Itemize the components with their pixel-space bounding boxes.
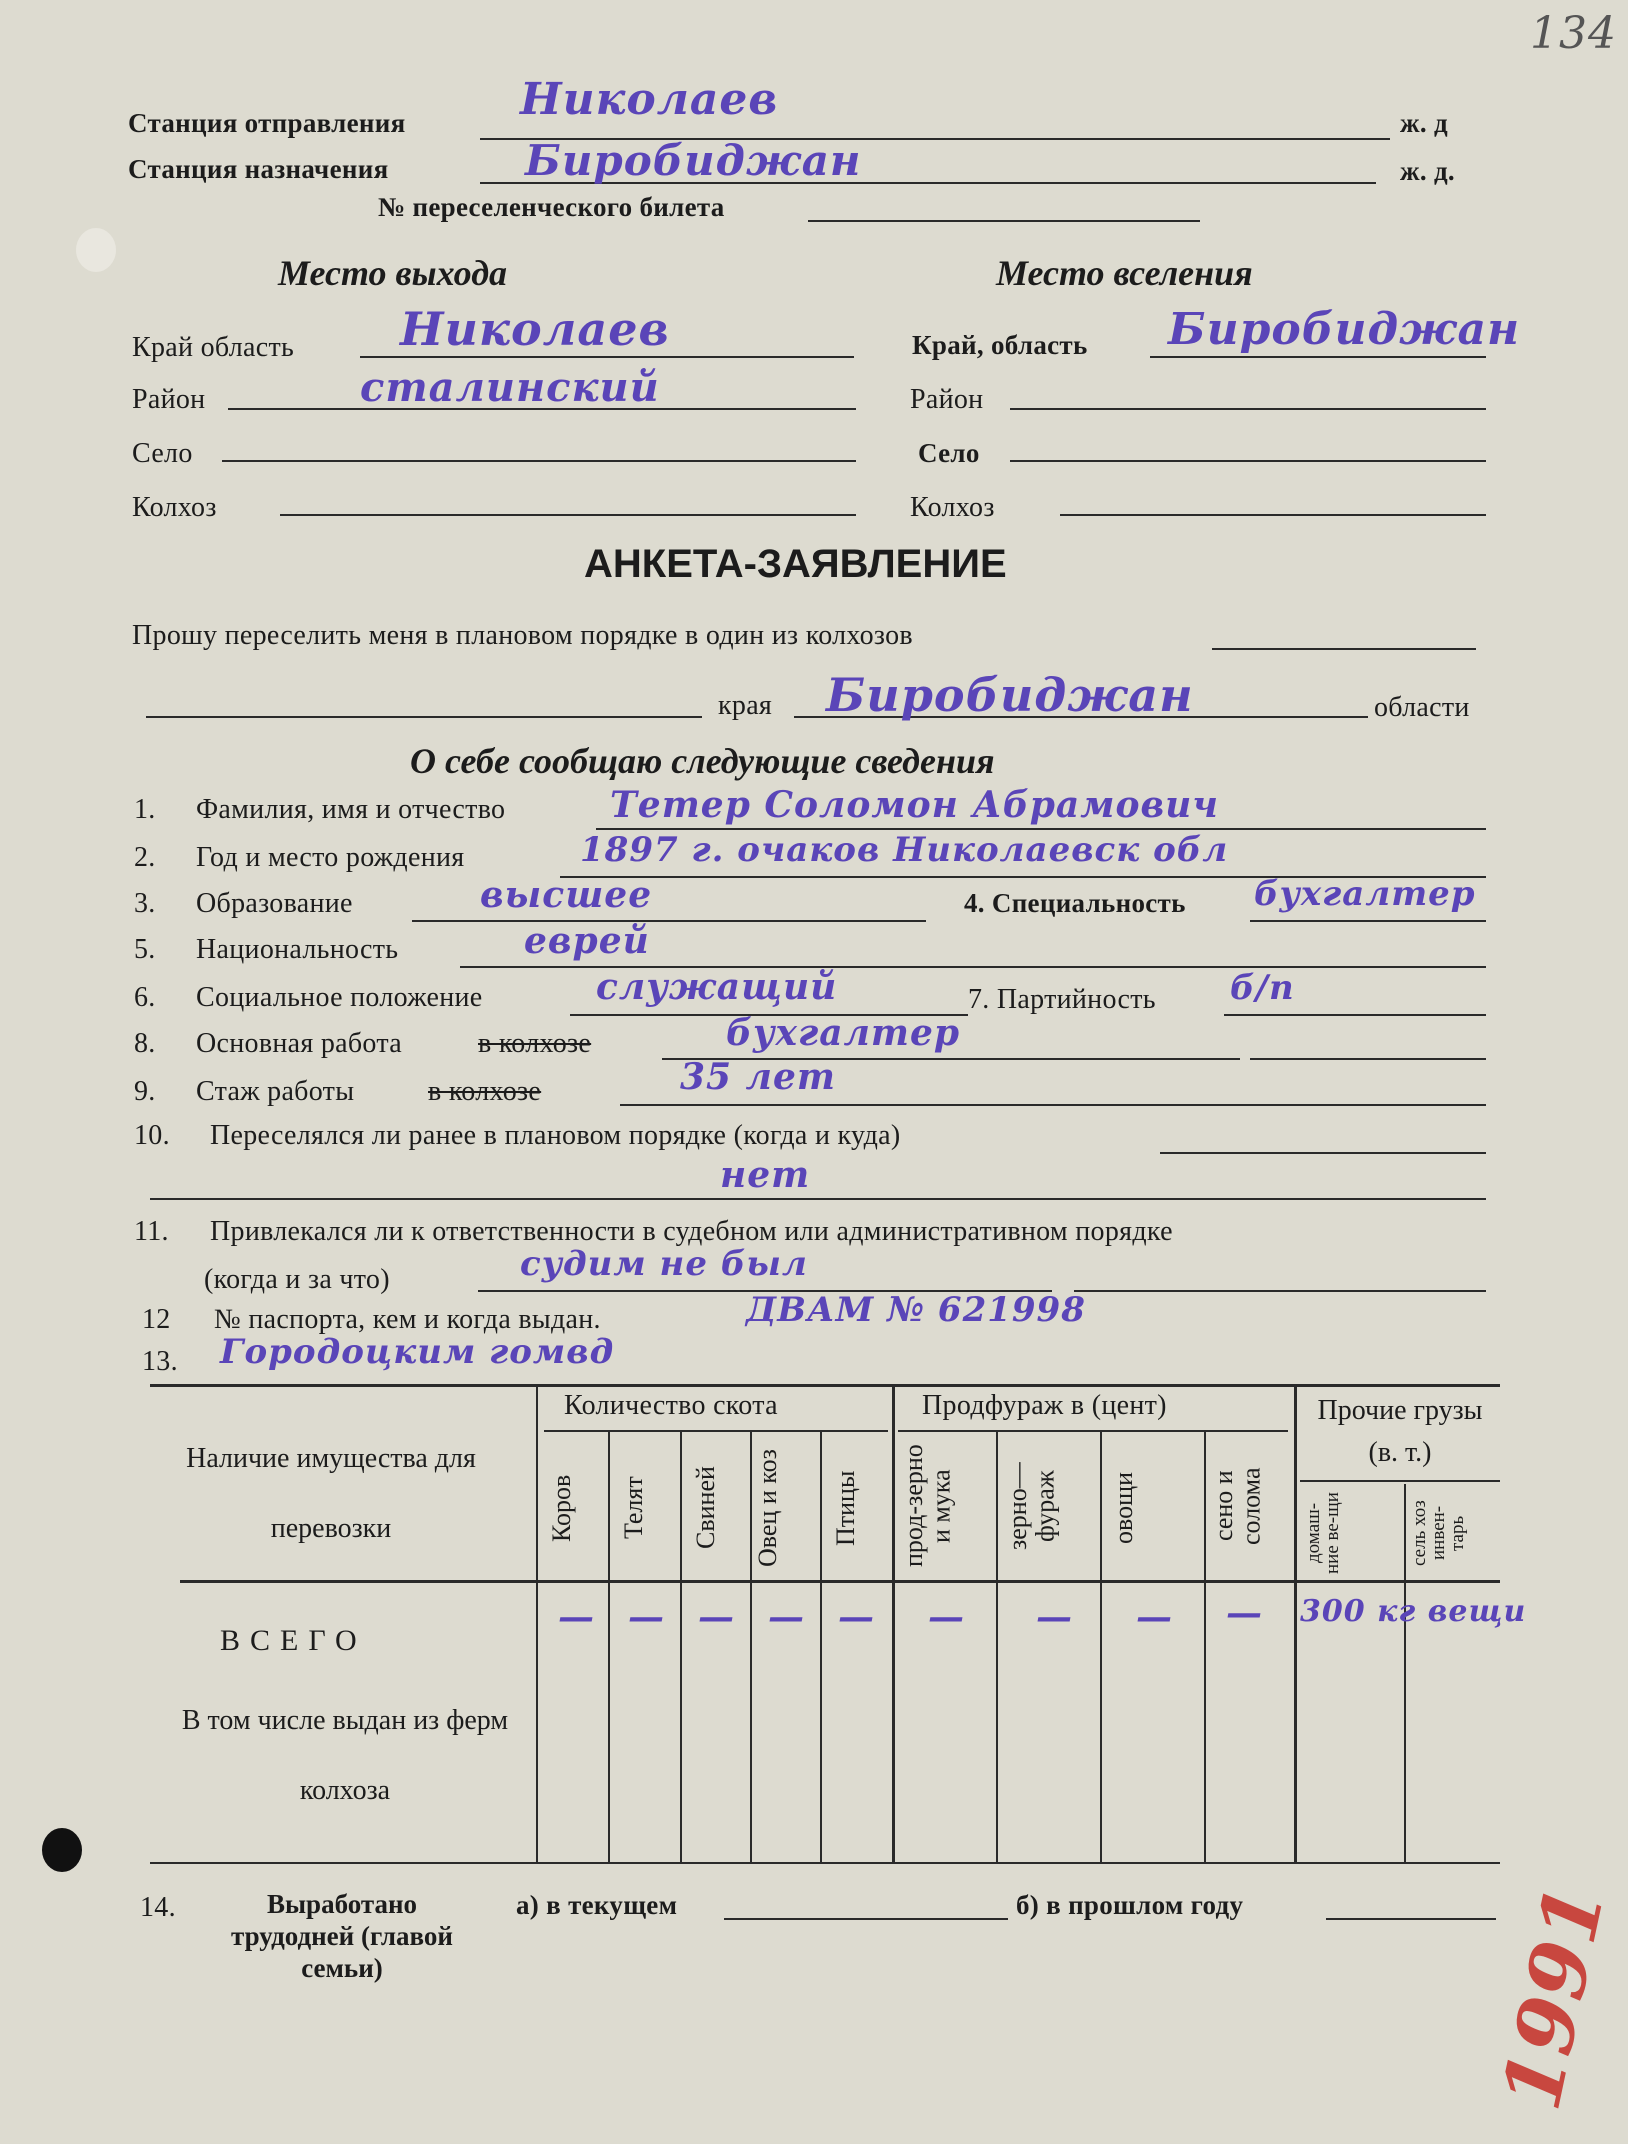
- col-divider: [996, 1430, 998, 1862]
- origin-village-line: [222, 460, 856, 462]
- destination-district-line: [1010, 408, 1486, 410]
- issued-label: В том числе выдан из ферм колхоза: [181, 1705, 509, 1806]
- nationality-value: еврей: [524, 920, 650, 962]
- destination-region-value: Биробиджан: [1168, 304, 1521, 355]
- pigs-dash: —: [698, 1596, 735, 1638]
- col-divider: [680, 1430, 682, 1862]
- punch-hole: [42, 1828, 82, 1872]
- destination-kolkhoz-label: Колхоз: [910, 492, 995, 523]
- col-home: домаш-ние ве-щи: [1303, 1492, 1343, 1574]
- specialty-value: бухгалтер: [1254, 874, 1476, 914]
- field-number: 8.: [134, 1028, 156, 1059]
- experience-line: [620, 1104, 1486, 1106]
- kraya-label: края: [718, 690, 773, 721]
- railway-abbr: ж. д.: [1400, 156, 1455, 186]
- col-divider: [536, 1386, 538, 1862]
- education-label: Образование: [196, 888, 353, 919]
- col-sheep: Овец и коз: [753, 1449, 782, 1567]
- workdays-current-label: а) в текущем: [516, 1890, 678, 1920]
- col-calves: Телят: [619, 1476, 648, 1540]
- origin-heading: Место выхода: [278, 253, 508, 293]
- birth-label: Год и место рождения: [196, 842, 465, 873]
- specialty-label: 4. Специальность: [964, 888, 1186, 918]
- destination-station-label: Станция назначения: [128, 154, 389, 184]
- field-number: 13.: [142, 1346, 178, 1377]
- destination-station-value: Биробиджан: [525, 136, 862, 185]
- full-name-value: Тетер Соломон Абрамович: [610, 784, 1220, 826]
- education-value: высшее: [480, 874, 653, 916]
- field-number: 9.: [134, 1076, 156, 1107]
- prosecuted-label-2: (когда и за что): [204, 1264, 390, 1295]
- resettled-line: [1160, 1152, 1486, 1154]
- origin-region-value: Николаев: [400, 302, 670, 356]
- experience-label: Стаж работы: [196, 1076, 355, 1107]
- hay-dash: —: [1226, 1592, 1263, 1634]
- prosecuted-label: Привлекался ли к ответственности в судебном или административном порядке: [210, 1216, 1173, 1247]
- other-group: Прочие грузы (в. т.): [1317, 1395, 1483, 1468]
- red-archive-number: 1991: [1483, 1876, 1623, 2118]
- destination-heading: Место вселения: [996, 253, 1253, 293]
- info-heading: О себе сообщаю следующие сведения: [410, 741, 995, 781]
- specialty-line: [1250, 920, 1486, 922]
- field-number: 3.: [134, 888, 156, 919]
- passport-value: ДВАМ № 621998: [746, 1290, 1086, 1330]
- home-goods-value: 300 кг вещи: [1300, 1594, 1527, 1629]
- main-work-label: Основная работа: [196, 1028, 402, 1059]
- experience-value: 35 лет: [680, 1056, 836, 1098]
- destination-region-label: Край, область: [912, 330, 1088, 360]
- prosecuted-value: судим не был: [520, 1244, 808, 1284]
- passport-issuer-value: Городоцким гомвд: [220, 1332, 615, 1372]
- veg-dash: —: [1136, 1596, 1173, 1638]
- workdays-past-line: [1326, 1918, 1496, 1920]
- ticket-label: № переселенческого билета: [378, 192, 725, 222]
- origin-kolkhoz-label: Колхоз: [132, 492, 217, 523]
- total-label: ВСЕГО: [220, 1624, 367, 1657]
- party-line: [1224, 1014, 1486, 1016]
- property-label: Наличие имущества для перевозки: [186, 1443, 476, 1544]
- col-inv: сель хоз инвен-тарь: [1409, 1500, 1468, 1566]
- col-divider: [1404, 1484, 1406, 1862]
- departure-station-value: Николаев: [520, 74, 779, 125]
- col-birds: Птицы: [831, 1470, 860, 1546]
- party-value: б/п: [1230, 968, 1295, 1008]
- col-divider: [892, 1386, 895, 1862]
- main-work-strike: в колхозе: [478, 1028, 592, 1059]
- workdays-number: 14.: [140, 1892, 176, 1923]
- col-veg: овощи: [1109, 1471, 1138, 1545]
- col-divider: [608, 1430, 610, 1862]
- col-hay: сено и солома: [1209, 1467, 1266, 1545]
- origin-kolkhoz-line: [280, 514, 856, 516]
- destination-region-line: [1150, 356, 1486, 358]
- destination-village-label: Село: [918, 438, 980, 468]
- col-forage: зерно—фураж: [1003, 1462, 1060, 1550]
- origin-district-label: Район: [132, 384, 206, 415]
- field-number: 11.: [134, 1216, 169, 1247]
- field-number: 12: [142, 1304, 171, 1335]
- workdays-current-line: [724, 1918, 1008, 1920]
- col-divider: [1204, 1430, 1206, 1862]
- passport-label: № паспорта, кем и когда выдан.: [214, 1304, 601, 1335]
- workdays-label: Выработано трудодней (главой семьи): [231, 1889, 453, 1983]
- col-divider: [750, 1430, 752, 1862]
- page-number: 134: [1530, 8, 1617, 59]
- field-number: 10.: [134, 1120, 170, 1151]
- social-status-value: служащий: [596, 966, 838, 1008]
- oblasti-label: области: [1374, 692, 1470, 723]
- other-group-line: [1300, 1480, 1500, 1482]
- social-status-label: Социальное положение: [196, 982, 483, 1013]
- livestock-group: Количество скота: [564, 1390, 778, 1421]
- destination-village-line: [1010, 460, 1486, 462]
- prosecuted-line-2: [1074, 1290, 1486, 1292]
- table-header-border: [180, 1580, 1500, 1583]
- grain-dash: —: [928, 1596, 965, 1638]
- col-divider: [820, 1430, 822, 1862]
- education-line: [412, 920, 926, 922]
- origin-district-value: сталинский: [360, 364, 660, 411]
- punch-hole: [76, 228, 116, 272]
- cows-dash: —: [558, 1596, 595, 1638]
- railway-abbr: ж. д: [1400, 108, 1448, 138]
- resettled-line-2: [150, 1198, 1486, 1200]
- kraya-line-left: [146, 716, 702, 718]
- form-title: АНКЕТА-ЗАЯВЛЕНИЕ: [584, 542, 1007, 586]
- experience-strike: в колхозе: [428, 1076, 542, 1107]
- field-number: 5.: [134, 934, 156, 965]
- full-name-label: Фамилия, имя и отчество: [196, 794, 506, 825]
- departure-station-label: Станция отправления: [128, 108, 406, 138]
- origin-region-label: Край область: [132, 332, 295, 363]
- fodder-group: Продфураж в (цент): [922, 1390, 1167, 1421]
- table-bottom-border: [150, 1862, 1500, 1864]
- field-number: 1.: [134, 794, 156, 825]
- col-cows: Коров: [547, 1474, 576, 1542]
- resettled-label: Переселялся ли ранее в плановом порядке (когда и куда): [210, 1120, 901, 1151]
- sheep-dash: —: [768, 1596, 805, 1638]
- birds-dash: —: [838, 1596, 875, 1638]
- main-work-line-2: [1250, 1058, 1486, 1060]
- origin-village-label: Село: [132, 438, 193, 469]
- col-divider: [1294, 1386, 1297, 1862]
- forage-dash: —: [1036, 1596, 1073, 1638]
- party-label: 7. Партийность: [968, 984, 1156, 1015]
- main-work-value: бухгалтер: [726, 1012, 961, 1054]
- col-pigs: Свиней: [691, 1466, 720, 1550]
- destination-kolkhoz-line: [1060, 514, 1486, 516]
- request-line: [1212, 648, 1476, 650]
- field-number: 2.: [134, 842, 156, 873]
- field-number: 6.: [134, 982, 156, 1013]
- request-text: Прошу переселить меня в плановом порядке в один из колхозов: [132, 620, 913, 651]
- col-divider: [1100, 1430, 1102, 1862]
- col-grain: прод-зерно и мука: [899, 1444, 956, 1568]
- resettled-value: нет: [720, 1154, 811, 1196]
- kraya-value: Биробиджан: [826, 668, 1194, 722]
- origin-region-line: [360, 356, 854, 358]
- livestock-group-line: [544, 1430, 888, 1432]
- nationality-label: Национальность: [196, 934, 399, 965]
- destination-district-label: Район: [910, 384, 984, 415]
- birth-value: 1897 г. очаков Николаевск обл: [580, 830, 1229, 870]
- fodder-group-line: [898, 1430, 1288, 1432]
- table-top-border: [150, 1384, 1500, 1387]
- workdays-past-label: б) в прошлом году: [1016, 1890, 1244, 1920]
- ticket-line: [808, 220, 1200, 222]
- calves-dash: —: [628, 1596, 665, 1638]
